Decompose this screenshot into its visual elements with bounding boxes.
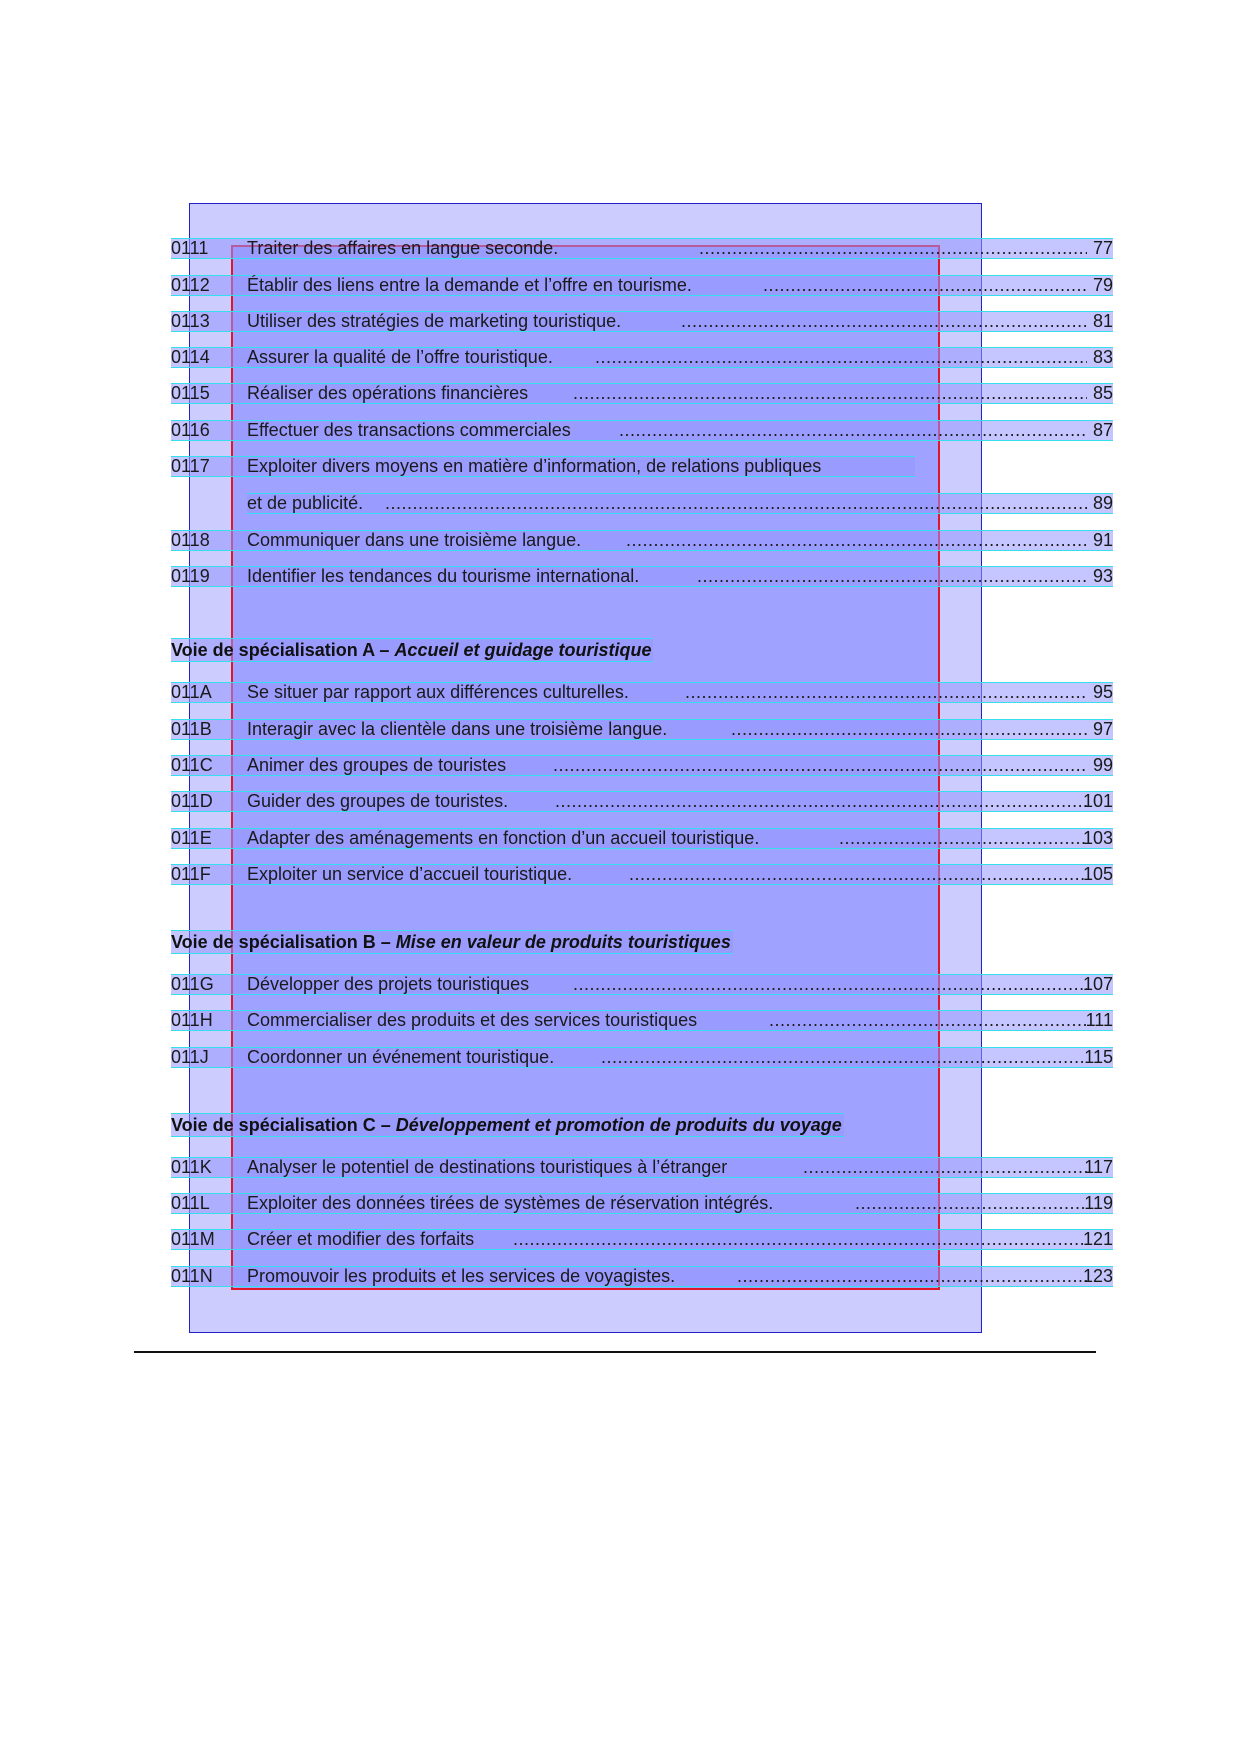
- toc-leader: [731, 719, 1087, 740]
- toc-page: 111: [1085, 1010, 1113, 1030]
- toc-leader: [553, 755, 1087, 776]
- toc-entry[interactable]: [171, 1157, 1113, 1178]
- toc-entry[interactable]: [171, 864, 1113, 885]
- toc-leader: [737, 1266, 1087, 1287]
- toc-leader: [555, 791, 1087, 812]
- toc-entry[interactable]: [171, 1047, 1113, 1068]
- toc-entry[interactable]: [171, 347, 1113, 368]
- toc-title: Promouvoir les produits et les services de voyagistes.: [247, 1266, 676, 1286]
- toc-entry[interactable]: [171, 275, 1113, 296]
- toc-leader: [699, 238, 1087, 259]
- toc-page: 85: [1092, 383, 1113, 403]
- toc-title: Identifier les tendances du tourisme international.: [247, 566, 640, 586]
- toc-code: 0114: [171, 347, 210, 367]
- toc-title: Utiliser des stratégies de marketing touristique.: [247, 311, 622, 331]
- toc-title: Interagir avec la clientèle dans une troisième langue.: [247, 719, 668, 739]
- toc-title: Commercialiser des produits et des services touristiques: [247, 1010, 698, 1030]
- toc-code: 011E: [171, 828, 212, 848]
- toc-code: 0119: [171, 566, 210, 586]
- toc-page: 123: [1082, 1266, 1113, 1286]
- toc-leader: [803, 1157, 1087, 1178]
- section-subtitle: Mise en valeur de produits touristiques: [395, 932, 731, 952]
- toc-page: 79: [1092, 275, 1113, 295]
- section-heading-c: Voie de spécialisation C – Développement et promotion de produits du voyage: [171, 1115, 842, 1135]
- toc-entry[interactable]: [171, 828, 1113, 849]
- toc-title: Analyser le potentiel de destinations touristiques à l’étranger: [247, 1157, 728, 1177]
- toc-entry[interactable]: [171, 566, 1113, 587]
- toc-page: 97: [1092, 719, 1113, 739]
- toc-code: 011L: [171, 1193, 210, 1213]
- section-heading-b: Voie de spécialisation B – Mise en valeur de produits touristiques: [171, 932, 731, 952]
- toc-code: 0116: [171, 420, 210, 440]
- toc-page: 121: [1082, 1229, 1113, 1249]
- toc-entry[interactable]: [171, 791, 1113, 812]
- toc-leader: [839, 828, 1087, 849]
- toc-leader: [601, 1047, 1087, 1068]
- toc-page: 93: [1092, 566, 1113, 586]
- toc-leader: [685, 682, 1087, 703]
- toc-entry[interactable]: [171, 530, 1113, 551]
- toc-page: 119: [1084, 1193, 1113, 1213]
- toc-entry[interactable]: [171, 1229, 1113, 1250]
- toc-leader: [573, 974, 1087, 995]
- toc-entry[interactable]: [171, 974, 1113, 995]
- toc-leader: [681, 311, 1087, 332]
- toc-page: 77: [1092, 238, 1113, 258]
- toc-code: 011H: [171, 1010, 213, 1030]
- toc-code: 011F: [171, 864, 211, 884]
- toc-code: 0111: [171, 238, 209, 258]
- toc-title: Assurer la qualité de l’offre touristique.: [247, 347, 553, 367]
- toc-entry[interactable]: [171, 1010, 1113, 1031]
- toc-entry[interactable]: [171, 1193, 1113, 1214]
- toc-code: 011A: [171, 682, 212, 702]
- toc-code: 011C: [171, 755, 213, 775]
- section-subtitle: Accueil et guidage touristique: [394, 640, 652, 660]
- toc-page: 101: [1082, 791, 1113, 811]
- toc-title: Adapter des aménagements en fonction d’un accueil touristique.: [247, 828, 760, 848]
- toc-page: 89: [1092, 493, 1113, 513]
- toc-title: et de publicité.: [247, 493, 364, 513]
- section-subtitle: Développement et promotion de produits du voyage: [395, 1115, 842, 1135]
- toc-page: 83: [1092, 347, 1113, 367]
- toc-code: 0118: [171, 530, 210, 550]
- toc-leader: [595, 347, 1087, 368]
- toc-code: 011K: [171, 1157, 212, 1177]
- toc-title: Communiquer dans une troisième langue.: [247, 530, 582, 550]
- toc-title: Développer des projets touristiques: [247, 974, 530, 994]
- toc-entry[interactable]: [171, 719, 1113, 740]
- toc-title: Exploiter des données tirées de systèmes de réservation intégrés.: [247, 1193, 774, 1213]
- toc-page: 81: [1092, 311, 1113, 331]
- toc-code: 011J: [171, 1047, 209, 1067]
- toc-code: 011N: [171, 1266, 213, 1286]
- toc-title: Effectuer des transactions commerciales: [247, 420, 571, 440]
- toc-page: 91: [1092, 530, 1113, 550]
- section-heading-a: Voie de spécialisation A – Accueil et guidage touristique: [171, 640, 652, 660]
- toc-page: 105: [1082, 864, 1113, 884]
- toc-title: Se situer par rapport aux différences culturelles.: [247, 682, 629, 702]
- toc-title: Animer des groupes de touristes: [247, 755, 507, 775]
- toc-code: 0112: [171, 275, 210, 295]
- toc-title: Réaliser des opérations financières: [247, 383, 529, 403]
- toc-leader: [626, 530, 1087, 551]
- toc-code: 0115: [171, 383, 210, 403]
- toc-leader: [763, 275, 1087, 296]
- toc-entry[interactable]: [171, 755, 1113, 776]
- toc-page: 99: [1092, 755, 1113, 775]
- toc-title: Créer et modifier des forfaits: [247, 1229, 475, 1249]
- toc-entry[interactable]: [171, 682, 1113, 703]
- toc-page: 95: [1092, 682, 1113, 702]
- footer-rule: [134, 1351, 1096, 1353]
- toc-entry[interactable]: [171, 311, 1113, 332]
- toc-entry-continuation[interactable]: [171, 493, 1113, 514]
- toc-entry[interactable]: [171, 1266, 1113, 1287]
- toc-page: 107: [1082, 974, 1113, 994]
- toc-leader: [513, 1229, 1087, 1250]
- toc-entry[interactable]: [171, 456, 1113, 477]
- toc-page: 117: [1084, 1157, 1113, 1177]
- toc-entry[interactable]: [171, 238, 1113, 259]
- toc-leader: [769, 1010, 1087, 1031]
- toc-title: Établir des liens entre la demande et l’offre en tourisme.: [247, 275, 692, 295]
- toc-code: 011D: [171, 791, 213, 811]
- toc-entry[interactable]: [171, 420, 1113, 441]
- toc-leader: [855, 1193, 1087, 1214]
- toc-title: Guider des groupes de touristes.: [247, 791, 509, 811]
- toc-leader: [573, 383, 1087, 404]
- toc-entry[interactable]: [171, 383, 1113, 404]
- toc-leader: [385, 493, 1087, 514]
- toc-page: 103: [1082, 828, 1113, 848]
- toc-code: 011B: [171, 719, 212, 739]
- toc-leader: [697, 566, 1087, 587]
- toc-title: Exploiter divers moyens en matière d’information, de relations publiques: [247, 456, 822, 476]
- toc-title: Traiter des affaires en langue seconde.: [247, 238, 559, 258]
- toc-code: 0113: [171, 311, 210, 331]
- toc-code: 0117: [171, 456, 210, 476]
- toc-page: 115: [1084, 1047, 1113, 1067]
- toc-code: 011G: [171, 974, 214, 994]
- toc-title: Exploiter un service d’accueil touristique.: [247, 864, 573, 884]
- toc-leader: [619, 420, 1087, 441]
- toc-title: Coordonner un événement touristique.: [247, 1047, 555, 1067]
- toc-leader: [629, 864, 1087, 885]
- toc-code: 011M: [171, 1229, 215, 1249]
- toc-page: 87: [1092, 420, 1113, 440]
